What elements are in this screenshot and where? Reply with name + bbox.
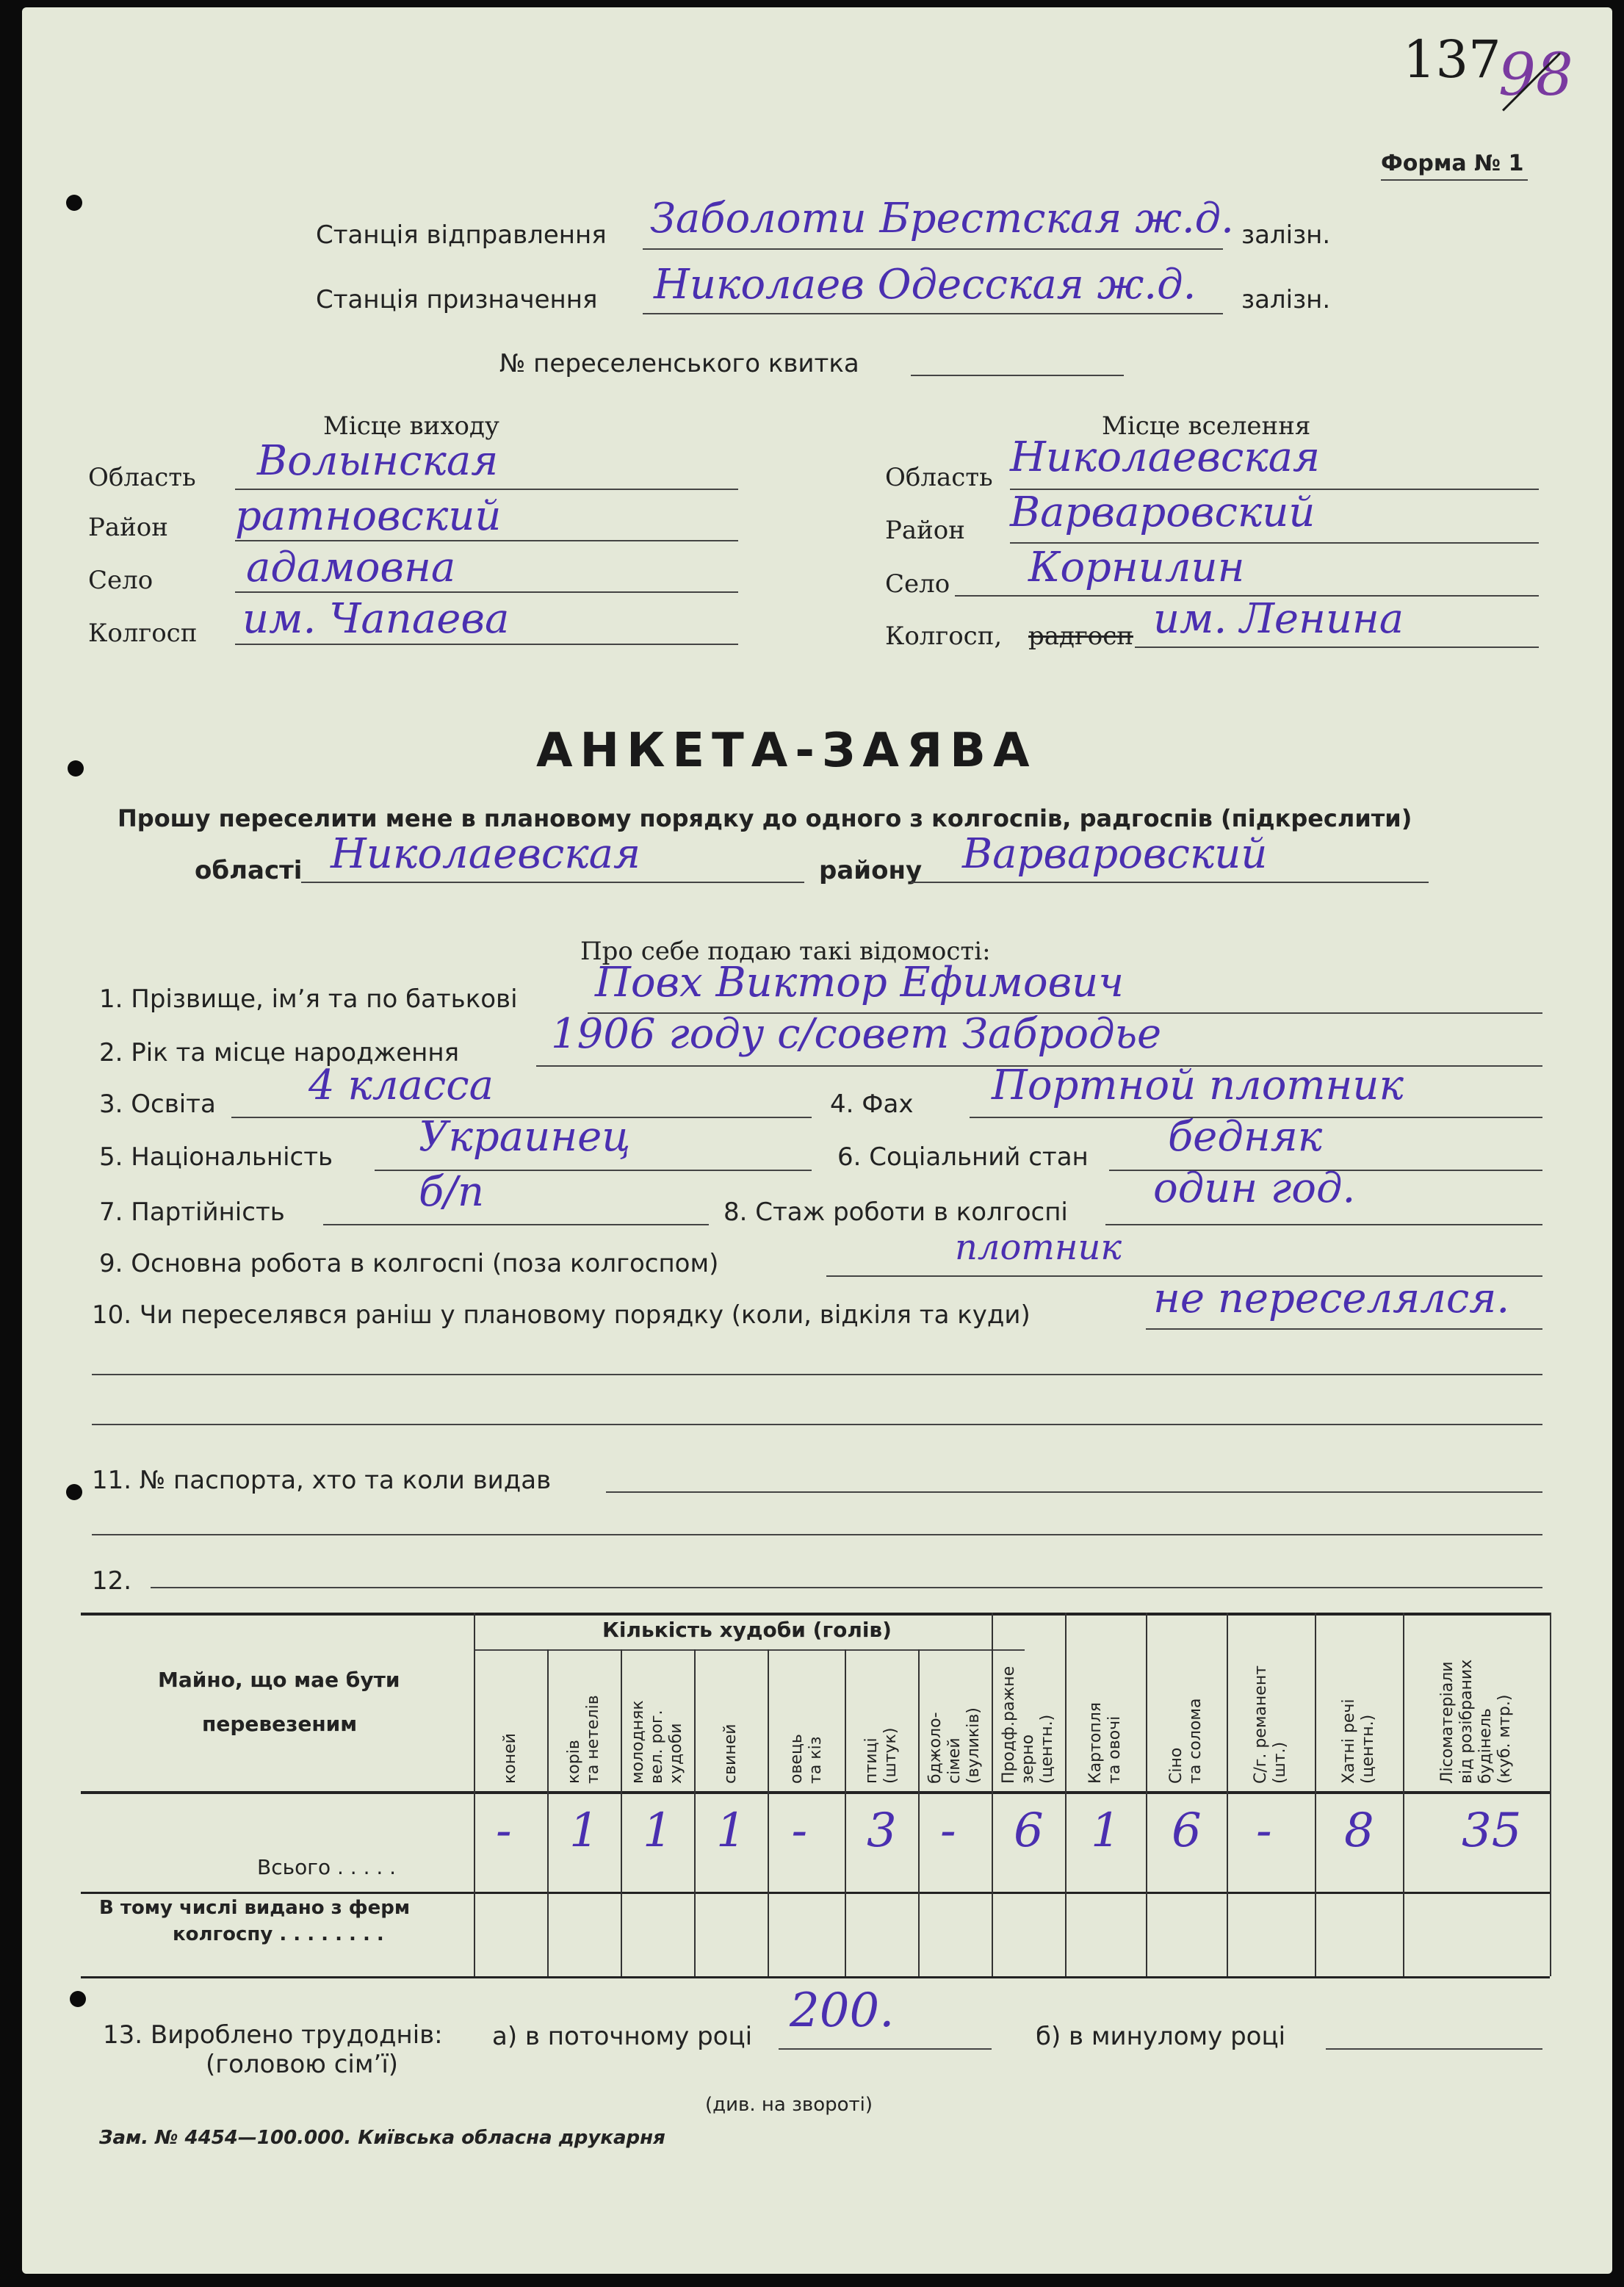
table-total-value: 1	[1091, 1804, 1121, 1858]
table-column-header: худоби	[667, 1723, 685, 1784]
destination-district-value: Варваровский	[1010, 489, 1316, 536]
destination-district-label: Район	[885, 516, 965, 545]
q4-value: Портной плотник	[992, 1062, 1404, 1109]
station-to-label: Станція призначення	[316, 285, 598, 314]
request-text: Прошу переселити мене в плановому порядку до одного з колгоспів, радгоспів (підкреслити)	[118, 804, 1412, 832]
table-column-header: (куб. мтр.)	[1495, 1694, 1514, 1784]
farms-label-1: В тому числі видано з ферм	[99, 1897, 411, 1919]
origin-village-value: адамовна	[246, 544, 456, 591]
request-oblast-value: Николаевская	[331, 830, 641, 878]
table-total-value: 3	[867, 1804, 897, 1858]
request-raion-value: Варваровский	[962, 830, 1268, 878]
q3-value: 4 класса	[308, 1062, 494, 1109]
page-title: АНКЕТА-ЗАЯВА	[536, 724, 1037, 778]
q11-label: 11. № паспорта, хто та коли видав	[92, 1466, 552, 1495]
workdays-previous-label: б) в минулому році	[1036, 2022, 1286, 2051]
archive-number: 137	[1403, 29, 1501, 90]
table-column-divider	[1550, 1613, 1551, 1976]
farms-label-2: колгоспу . . . . . . . .	[173, 1923, 384, 1945]
q1-label: 1. Прізвище, ім’я та по батькові	[99, 984, 518, 1014]
table-column-header: сімей	[945, 1737, 964, 1784]
table-total-value: -	[940, 1804, 956, 1858]
table-column-header: Хатні речі	[1340, 1699, 1358, 1784]
q9-value: плотник	[955, 1227, 1122, 1268]
see-reverse: (див. на звороті)	[705, 2094, 873, 2116]
origin-district-value: ратновский	[235, 492, 502, 540]
origin-kolkhoz-value: им. Чапаева	[242, 595, 510, 643]
table-column-divider	[992, 1613, 993, 1976]
destination-region-label: Область	[885, 463, 993, 492]
table-column-header: (центн.)	[1038, 1714, 1056, 1784]
workdays-current-value: 200.	[790, 1984, 895, 2038]
table-column-divider	[918, 1649, 920, 1976]
destination-kolkhoz-struck: радгосп	[1028, 622, 1133, 651]
table-total-value: 1	[716, 1804, 746, 1858]
station-to-suffix: залізн.	[1241, 285, 1331, 314]
punch-hole	[68, 760, 84, 777]
request-raion-label: району	[819, 856, 923, 885]
q5-label: 5. Національність	[99, 1142, 333, 1172]
table-column-header: Сіно	[1167, 1747, 1185, 1784]
destination-region-value: Николаевская	[1010, 433, 1321, 481]
q4-label: 4. Фах	[830, 1090, 914, 1119]
workdays-sub-label: (головою сім’ї)	[206, 2050, 399, 2079]
about-label: Про себе подаю такі відомості:	[580, 937, 991, 966]
origin-heading: Місце виходу	[323, 411, 499, 441]
table-column-divider	[845, 1649, 846, 1976]
table-column-divider	[694, 1649, 696, 1976]
form-number: Форма № 1	[1381, 151, 1524, 176]
table-column-divider	[621, 1649, 622, 1976]
table-column-header: та солома	[1186, 1698, 1205, 1784]
table-column-header: вел. рог.	[648, 1710, 666, 1784]
table-column-header: коней	[501, 1733, 519, 1784]
destination-heading: Місце вселення	[1102, 411, 1311, 441]
table-column-divider	[547, 1649, 549, 1976]
table-total-value: 1	[569, 1804, 599, 1858]
destination-village-label: Село	[885, 569, 950, 599]
origin-region-label: Область	[88, 463, 196, 492]
table-column-header: (вуликів)	[964, 1707, 983, 1784]
destination-kolkhoz-label: Колгосп,	[885, 622, 1003, 651]
workdays-label: 13. Вироблено трудоднів:	[103, 2020, 443, 2050]
table-total-value: 6	[1172, 1804, 1202, 1858]
q1-value: Повх Виктор Ефимович	[595, 959, 1125, 1006]
request-oblast-label: області	[195, 856, 303, 885]
table-total-value: 6	[1014, 1804, 1044, 1858]
q5-value: Украинец	[419, 1113, 631, 1161]
destination-kolkhoz-value: им. Ленина	[1153, 595, 1404, 643]
table-column-header: овець	[787, 1734, 806, 1784]
table-column-header: та нетелів	[584, 1695, 602, 1784]
punch-hole	[66, 1484, 82, 1500]
table-total-value: 35	[1462, 1804, 1522, 1858]
table-column-header: зерно	[1019, 1734, 1037, 1784]
destination-village-value: Корнилин	[1028, 544, 1245, 591]
origin-district-label: Район	[88, 513, 168, 542]
q10-value: не переселялся.	[1153, 1275, 1510, 1322]
table-column-divider	[1227, 1613, 1228, 1976]
table-column-header: (шт.)	[1271, 1741, 1289, 1784]
table-column-divider	[474, 1613, 475, 1976]
q10-label: 10. Чи переселявся раніш у плановому порядку (коли, відкіля та куди)	[92, 1300, 1031, 1330]
total-label: Всього . . . . .	[257, 1855, 397, 1879]
table-total-value: 8	[1344, 1804, 1374, 1858]
ticket-label: № переселенського квитка	[499, 349, 859, 378]
table-total-value: -	[496, 1804, 512, 1858]
table-column-header: Картопля	[1086, 1701, 1105, 1784]
table-column-divider	[1315, 1613, 1316, 1976]
archive-number-old: 98	[1498, 40, 1573, 109]
punch-hole	[70, 1991, 86, 2007]
table-column-divider	[1065, 1613, 1067, 1976]
table-column-header: молодняк	[629, 1700, 647, 1784]
q8-label: 8. Стаж роботи в колгоспі	[723, 1197, 1068, 1227]
station-from-value: Заболоти Брестская ж.д.	[650, 195, 1234, 242]
origin-village-label: Село	[88, 566, 154, 595]
table-column-header: (центн.)	[1359, 1714, 1377, 1784]
q3-label: 3. Освіта	[99, 1090, 216, 1119]
origin-kolkhoz-label: Колгосп	[88, 619, 198, 648]
table-total-value: 1	[643, 1804, 673, 1858]
punch-hole	[66, 195, 82, 211]
station-from-label: Станція відправлення	[316, 220, 607, 250]
table-column-header: від розібраних	[1457, 1659, 1476, 1784]
origin-region-value: Волынская	[257, 437, 499, 485]
table-column-header: С/г. реманент	[1252, 1665, 1270, 1784]
q7-value: б/п	[419, 1168, 485, 1216]
table-column-header: корів	[565, 1740, 583, 1784]
station-to-value: Николаев Одесская ж.д.	[654, 261, 1197, 309]
printer-info: Зам. № 4454—100.000. Київська обласна друкарня	[99, 2127, 665, 2149]
table-column-header: та кіз	[806, 1736, 825, 1784]
property-header-2: перевезеним	[202, 1712, 358, 1736]
q12-label: 12.	[92, 1566, 132, 1596]
q7-label: 7. Партійність	[99, 1197, 285, 1227]
table-column-header: бджоло-	[926, 1712, 945, 1784]
q6-value: бедняк	[1168, 1113, 1323, 1161]
property-header-1: Майно, що мае бути	[158, 1668, 400, 1692]
form-sheet	[22, 7, 1612, 2274]
station-from-suffix: залізн.	[1241, 220, 1331, 250]
table-total-value: -	[1256, 1804, 1272, 1858]
table-column-header: будінель	[1476, 1708, 1495, 1784]
q6-label: 6. Соціальний стан	[837, 1142, 1089, 1172]
table-column-divider	[1403, 1613, 1404, 1976]
table-column-header: (штук)	[881, 1727, 900, 1784]
table-column-header: Продф.ражне	[1000, 1665, 1018, 1784]
q9-label: 9. Основна робота в колгоспі (поза колгоспом)	[99, 1249, 719, 1278]
workdays-current-label: а) в поточному році	[492, 2022, 753, 2051]
table-total-value: -	[791, 1804, 808, 1858]
table-column-divider	[1146, 1613, 1147, 1976]
table-column-header: птиці	[862, 1737, 881, 1784]
table-column-header: Лісоматеріали	[1438, 1661, 1457, 1784]
table-column-header: свиней	[721, 1724, 740, 1784]
q8-value: один год.	[1153, 1164, 1356, 1212]
q2-value: 1906 году с/совет Забродье	[551, 1010, 1162, 1058]
table-column-header: та овочі	[1105, 1715, 1124, 1784]
q2-label: 2. Рік та місце народження	[99, 1038, 460, 1067]
table-column-divider	[768, 1649, 769, 1976]
livestock-header: Кількість худоби (голів)	[602, 1618, 892, 1642]
